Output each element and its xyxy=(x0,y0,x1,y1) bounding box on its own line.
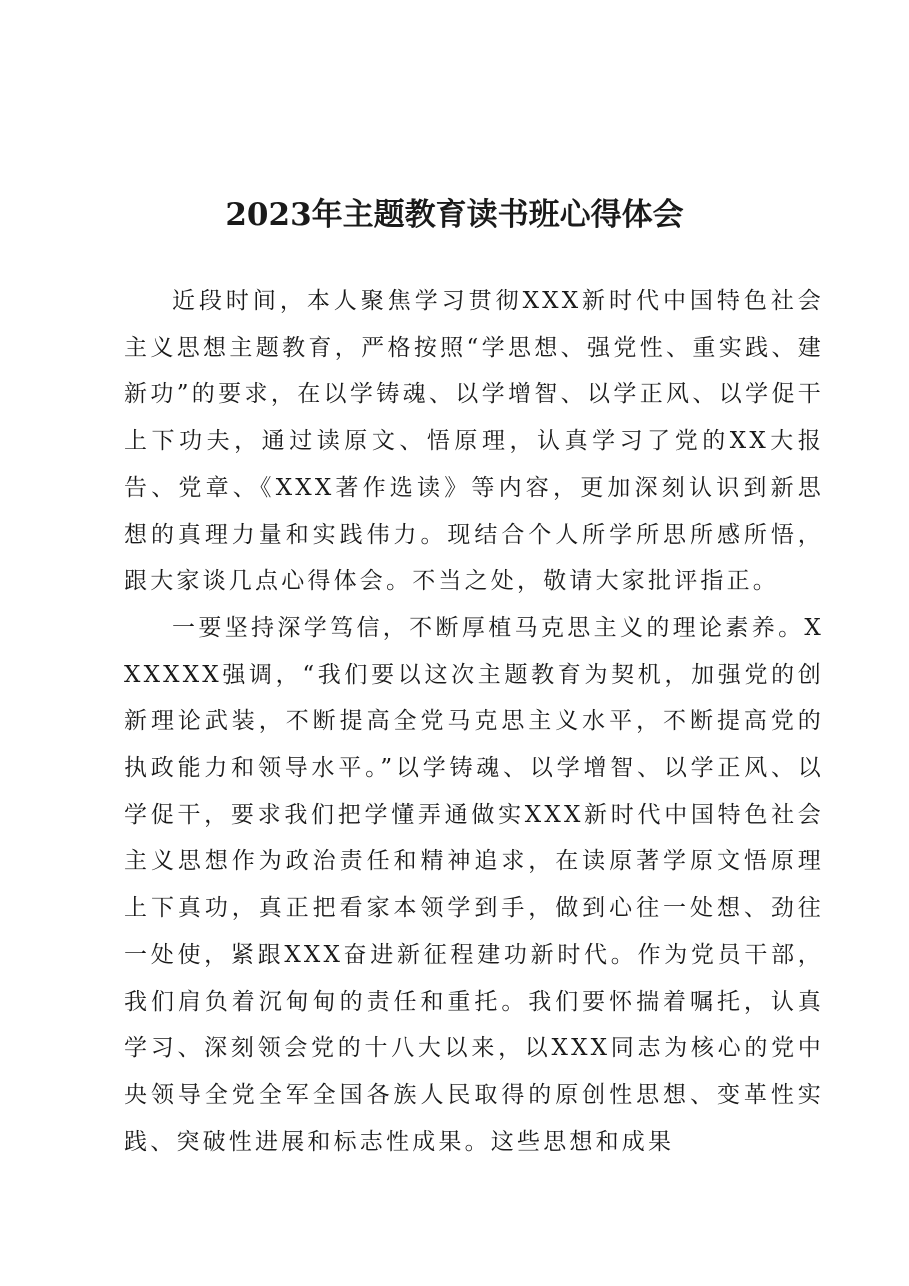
document-title: 2023年主题教育读书班心得体会 xyxy=(225,197,684,233)
paragraph-point-one: 一要坚持深学笃信，不断厚植马克思主义的理论素养。XXXXXX强调，“我们要以这次主题教育为契机，加强党的创新理论武装，不断提高全党马克思主义水平，不断提高党的执政能力和领导水平。”以学铸魂、以学增智、以学正风、以学促干，要求我们把学懂弄通做实XXX新时代中国特色社会主义思想作为政治责任和精神追求，在读原著学原文悟原理上下真功，真正把看家本领学到手，做到心往一处想、劲往一处使，紧跟XXX奋进新征程建功新时代。作为党员干部，我们肩负着沉甸甸的责任和重托。我们要怀揣着嘱托，认真学习、深刻领会党的十八大以来，以XXX同志为核心的党中央领导全党全军全国各族人民取得的原创性思想、变革性实践、突破性进展和标志性成果。这些思想和成果 xyxy=(124,614,824,1155)
paragraph-intro: 近段时间，本人聚焦学习贯彻XXX新时代中国特色社会主义思想主题教育，严格按照“学思想、强党性、重实践、建新功”的要求，在以学铸魂、以学增智、以学正风、以学促干上下功夫，通过读原文、悟原理，认真学习了党的XX大报告、党章、《XXX著作选读》等内容，更加深刻认识到新思想的真理力量和实践伟力。现结合个人所学所思所感所悟，跟大家谈几点心得体会。不当之处，敬请大家批评指正。 xyxy=(124,288,824,595)
document-body xyxy=(124,278,824,1165)
